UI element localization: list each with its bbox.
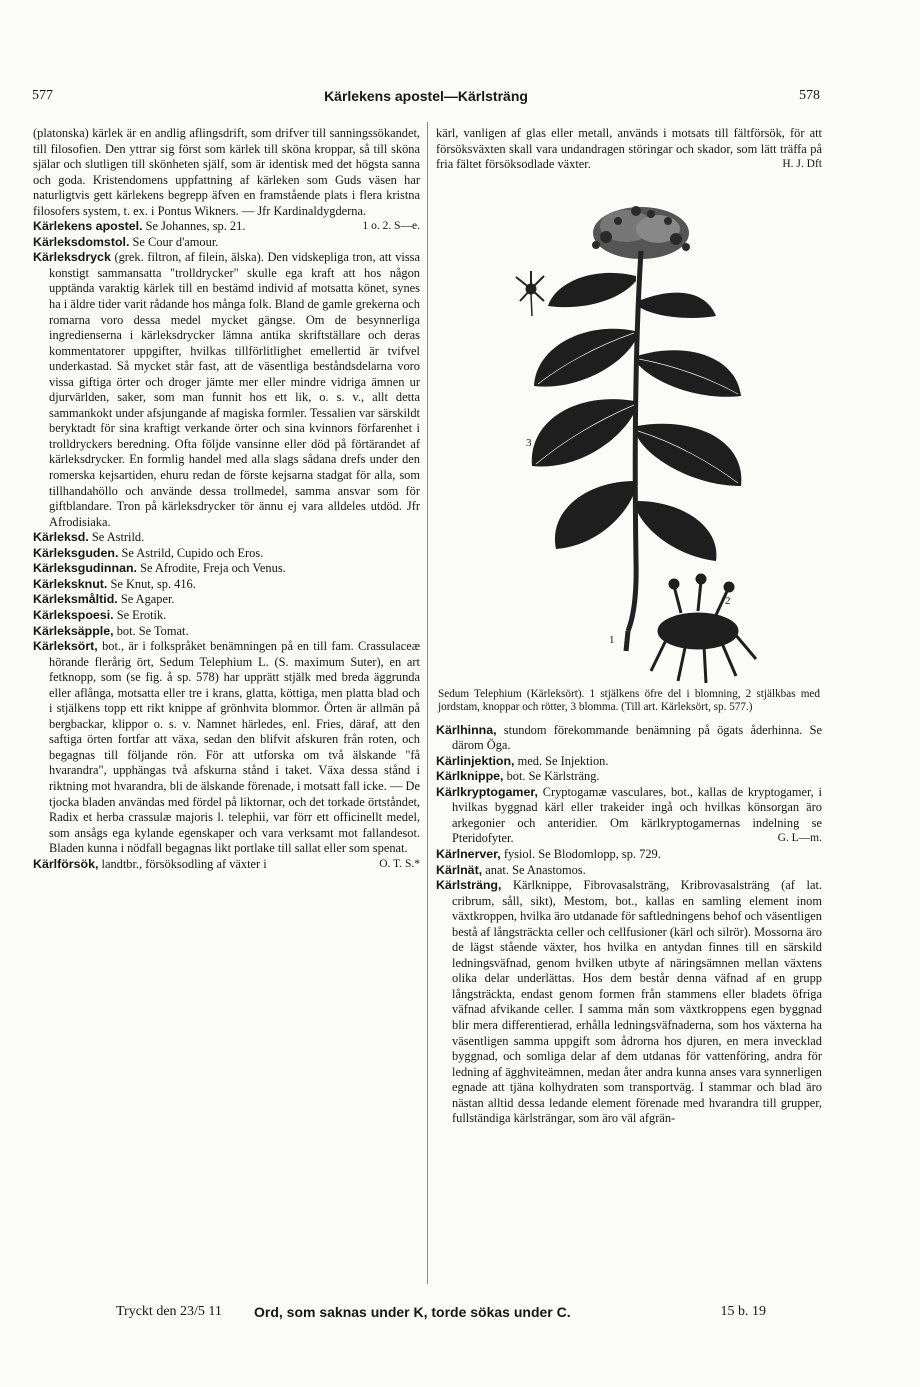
headword: Kärlinjektion, (436, 753, 515, 768)
author-signature: 1 o. 2. S—e. (362, 220, 420, 233)
stem (628, 251, 641, 631)
root-base (651, 574, 756, 683)
page-number-right: 578 (799, 88, 820, 103)
entry-karlinjektion: Kärlinjektion, med. Se Injektion. (436, 753, 609, 768)
page-header (32, 88, 820, 108)
continued-paragraph: (platonska) kärlek är en andlig aflingsdrift, som drifver till sanningssökandet, till filosofien. Den yttrar sig först som kärlek till sköna kroppar, så till sköna själar och slutligen till skönheten själf, som är identisk med det högsta sanna och goda. Kristendomens uppfattning af kärleken som Guds väsen har naturligtvis gett kärlekens begrepp äfven en framstående plats i flera kristna filosofers system, t. ex. i Pontus Wikners. — Jfr Kardinaldygderna. 1 o. 2. S—e. (33, 126, 420, 219)
sedum-telephium-drawing (436, 181, 822, 686)
continued-paragraph: kärl, vanligen af glas eller metall, används i motsats till fältförsök, för att försöksväxten skall vara undandragen störingar och skador, som lätt träffa på fria fältet försöksodlade växter. H. J. Dft (436, 126, 822, 172)
entry-karleksmaltid: Kärleksmåltid. Se Agaper. (33, 592, 175, 607)
author-signature: O. T. S.* (379, 857, 420, 870)
headword: Kärleksguden. (33, 545, 119, 560)
author-signature: H. J. Dft (782, 158, 822, 171)
page-number-left: 577 (32, 88, 53, 103)
headword: Kärlhinna, (436, 722, 497, 737)
entry-karlnat: Kärlnät, anat. Se Anastomos. (436, 862, 586, 877)
headword: Kärleksgudinnan. (33, 561, 137, 576)
headword: Kärlknippe, (436, 769, 504, 784)
headword: Kärlekens apostel. (33, 219, 143, 234)
headword: Kärleksknut. (33, 576, 108, 591)
author-signature: G. L—m. (777, 832, 822, 845)
entry-karlknippe: Kärlknippe, bot. Se Kärlsträng. (436, 769, 600, 784)
signature-mark: 15 b. 19 (720, 1304, 766, 1319)
entry-karleksdomstol: Kärleksdomstol. Se Cour d'amour. (33, 234, 219, 249)
footer-note: Ord, som saknas under K, torde sökas under C. (254, 1304, 571, 1320)
figure-label-3: 3 (526, 436, 532, 449)
headword: Kärlnät, (436, 862, 483, 877)
entry-karlekspoesi: Kärlekspoesi. Se Erotik. (33, 607, 167, 622)
entry-karleksgudinnan: Kärleksgudinnan. Se Afrodite, Freja och Venus. (33, 561, 286, 576)
figure-caption: Sedum Telephium (Kärleksört). 1 stjälkens öfre del i blomning, 2 stjälkbas med jordstam, knoppar och rötter, 3 blomma. (Till art. Kärleksört, sp. 577.) (438, 687, 820, 714)
stem-cut (626, 631, 628, 651)
entry-karlekens-apostel: Kärlekens apostel. Se Johannes, sp. 21. (33, 219, 246, 234)
headword: Kärleksdryck (33, 250, 111, 265)
entry-karleksdryck: Kärleksdryck (grek. filtron, af filein, älska). Den vidskepliga tron, att vissa konstigt sammansatta "trolldrycker" skulle ega kraft att hos någon upptända varaktig kärlek till en bestämd individ af motsatta könet, synes ha i äldre tider varit rådande hos många folk. Bland de gamle grekerna och romarna voro dessa medel mycket gängse. Om de besynnerliga ingredienserna i kärleksdrycker lämna antika skriftställare och deras kommentatorer uppgifter, hvilkas tillförlitlighet emellertid är tvifvel underkastad. Så mycket står fast, att de väsentliga beståndsdelarna voro vissa giftiga örter och droger jämte mer eller mindre vidriga ämnen ur djurvärlden, saker, som man funnit hos ett lik, o. s. v., allt detta sammankokt under afsjungande af magiska formler. Tessalien var särskildt beryktadt för sina kraftigt verkande örter och sina kvinnors förfarenhet i trolldryckers beredning. Ofta följde vansinne eller död på förtärandet af kärleksdrycker. En formlig handel med alla slags sådana drefs under den romerska kejsartiden, ehuru redan de förste kejsarna stadgat för alla, som tillhandahöllo och använde dessa trollmedel, samma ansvar som för giftblandare. Tron på kärleksdrycker tör ännu ej vara alldeles utdöd. Jfr Afrodisiaka. (33, 250, 420, 529)
entry-karleksguden: Kärleksguden. Se Astrild, Cupido och Eros. (33, 545, 264, 560)
print-date: Tryckt den 23/5 11 (116, 1304, 222, 1319)
entry-karleksapple: Kärleksäpple, bot. Se Tomat. (33, 623, 189, 638)
right-column (436, 126, 822, 1127)
headword: Kärleksmåltid. (33, 592, 118, 607)
plant-illustration (436, 181, 822, 686)
headword: Kärleksdomstol. (33, 234, 130, 249)
entry-karlforsok: Kärlförsök, landtbr., försöksodling af växter i (33, 856, 267, 871)
entry-karlnerver: Kärlnerver, fysiol. Se Blodomlopp, sp. 729. (436, 847, 661, 862)
figure-label-2: 2 (725, 594, 731, 607)
entry-karlstrang: Kärlsträng, Kärlknippe, Fibrovasalsträng, Kribrovasalsträng (af lat. cribrum, såll, sikt), Mestom, bot., kallas en samling element inom växtkroppen, hvilka äro utdanade för saftledningens behof och väsentligen bestå af långsträckta celler och cellfusioner (kärl och silrör). Mossorna äro de lägst stående växter, hos hvilka en antydan finnes till en särskild ledningsväfnad, genom hvilken utbyte af näringsämnen mellan växtens olika delar underlättas. Hos dem består denna väfnad af en grupp långsträckta, endast genom formen från stammens eller bladets öfriga väfnad afvikande celler. I samma mån som växtkroppens egen byggnad blir mera differentierad, erhålla ledningsväfnaderna, som hos växterna ha väsentligen samma uppgift som ådrorna hos djuren, en mera invecklad byggnad, och somliga delar af dem utdanas för vattenföring, andra för ledning af ägghviteämnen, medan åter andra kunna anses vara synnerligen egnade att tjäna kolhydraten som transportväg. I stammar och blad äro nästan alltid dessa ledande element förenade med hvarandra till grupper, fullständiga kärlsträngar, som äro väl afgrän- (436, 878, 822, 1126)
figure-label-1: 1 (609, 633, 615, 646)
headword: Kärlekspoesi. (33, 607, 114, 622)
headword: Kärleksört, (33, 639, 98, 654)
entry-karlhinna: Kärlhinna, stundom förekommande benämning på ögats åderhinna. Se därom Öga. (436, 722, 822, 753)
entry-karlekseld: Kärleksd. Se Astrild. (33, 530, 145, 545)
headword: Kärleksäpple, (33, 623, 114, 638)
headword: Kärlförsök, (33, 856, 99, 871)
headword: Kärlkryptogamer, (436, 784, 538, 799)
entry-karleksknut: Kärleksknut. Se Knut, sp. 416. (33, 576, 196, 591)
entry-karlkryptogamer: Kärlkryptogamer, Cryptogamæ vasculares, bot., kallas de kryptogamer, i hvilkas byggnad kärl eller trakeider ingå och hvilkas könsorgan äro arkegonier och anteridier. Om kärlkryptogamernas indelning se Pteridofyter. G. L—m. (436, 784, 822, 846)
headword: Kärleksd. (33, 530, 89, 545)
entry-karleksort: Kärleksört, bot., är i folkspråket benämningen på en till fam. Crassulaceæ hörande flerårig ört, Sedum Telephium L. (S. maximum Suter), en art fetknopp, som (se fig. å sp. 578) har upprätt stjälk med breda äggrunda eller aflånga, motsatta eller tre i krans, glatta, köttiga, men platta blad och i stjälkens topp ett rikt knippe af grönhvita blommor. Örten är allmän på bergbackar, klippor o. s. v. Namnet härledes, enl. Fries, däraf, att den saftiga örten fortfar att växa, sedan den blifvit afskuren från roten, och begagnas till följande rön. För att utforska om två älskande "få hvarandra", upphängas två afskurna stånd i taket. Växa dessa stånd i riktning mot hvarandra, bli de älskande förenade, i motsatt fall icke. — De tjocka bladen användas med fördel på liktornar, och det torkade örtståndet, Radix et herba crassulæ majoris l. telephii, var förr ett officinellt medel, som ansågs ega kylande egenskaper och vara verksamt mot fallandesot. Bladen kunna i nödfall begagnas likt portlake till sallat eller som spenat. O. T. S.* (33, 639, 420, 857)
single-flower (516, 271, 544, 316)
headword: Kärlsträng, (436, 878, 502, 893)
left-column (33, 126, 420, 872)
headword: Kärlnerver, (436, 847, 501, 862)
running-title: Kärlekens apostel—Kärlsträng (324, 88, 528, 104)
column-divider (427, 122, 428, 1284)
